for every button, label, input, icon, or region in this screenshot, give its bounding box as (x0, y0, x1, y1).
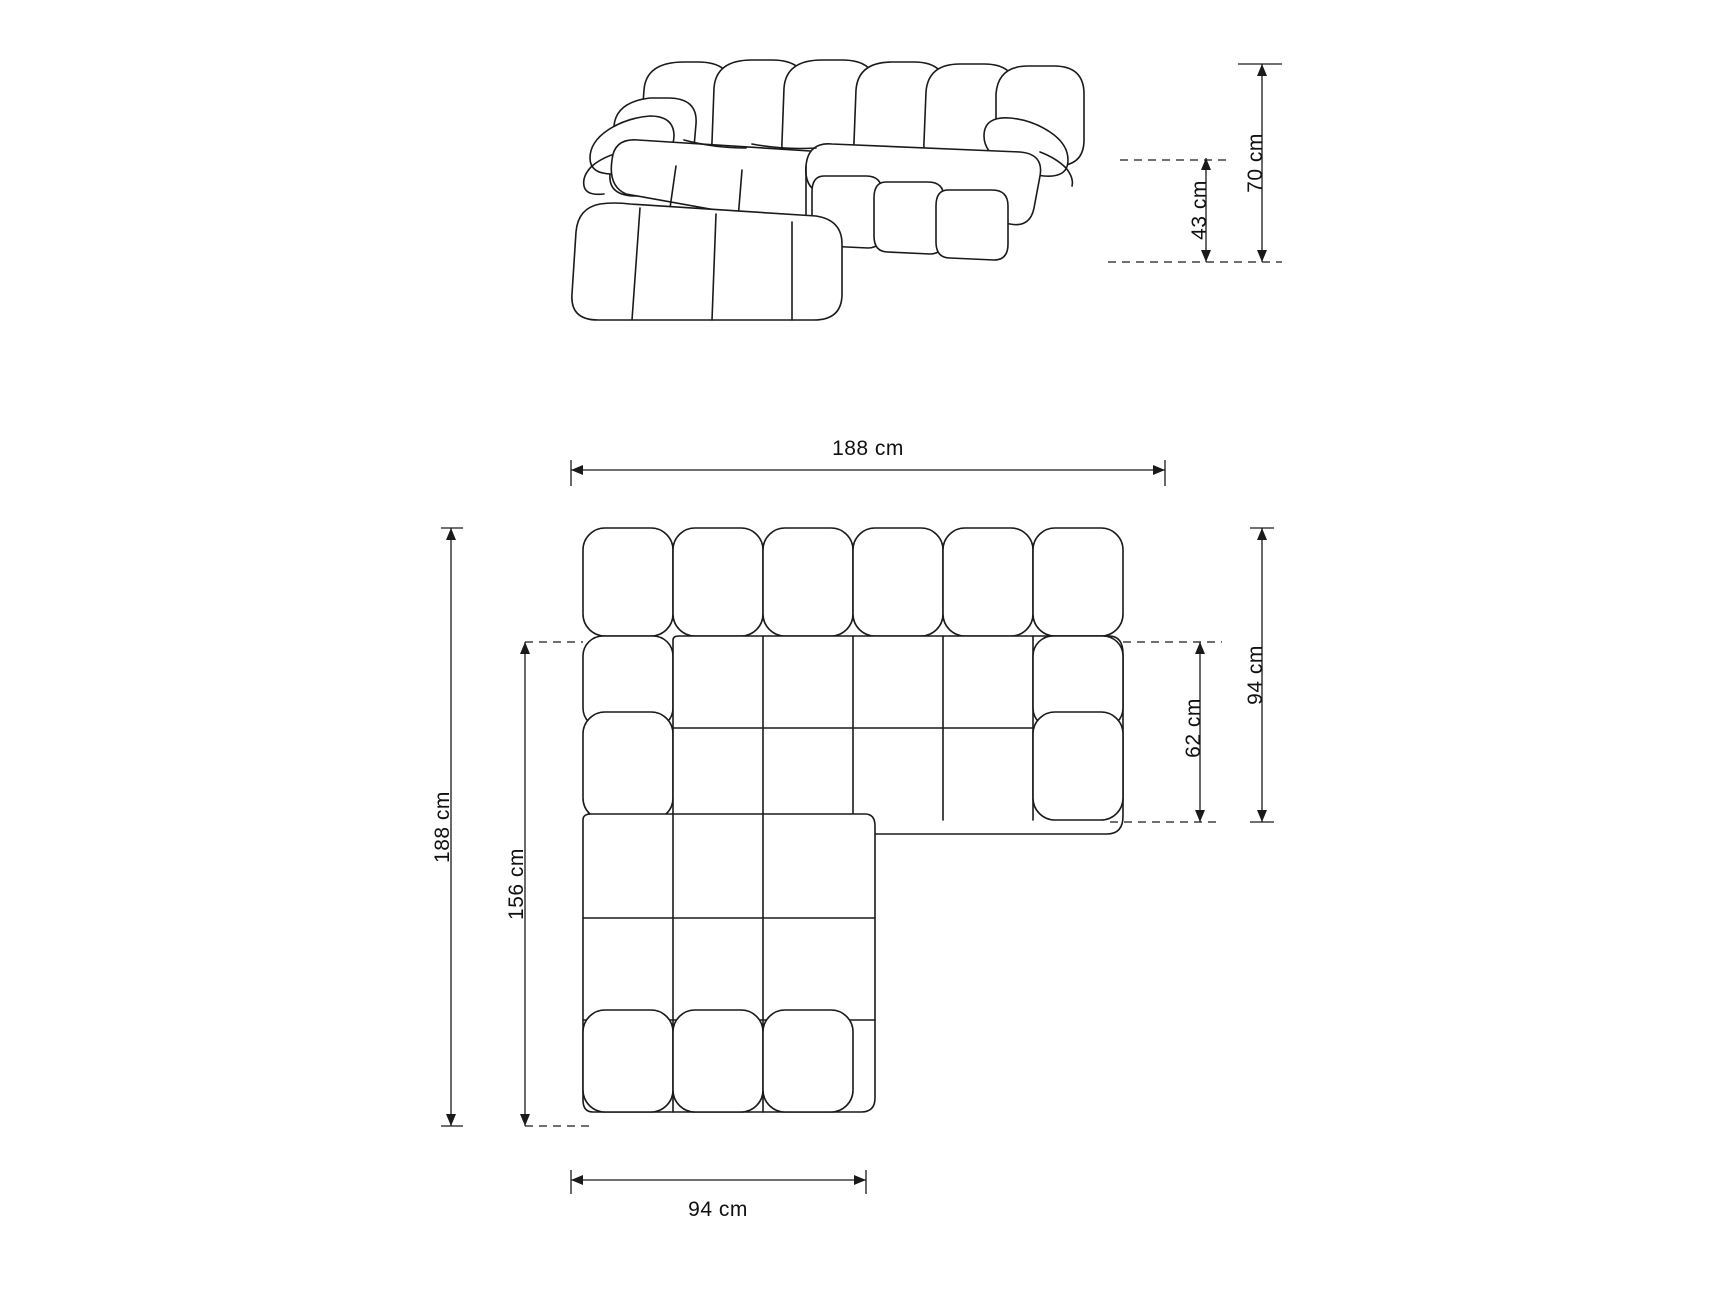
label-module-depth: 94 cm (1244, 645, 1267, 705)
chaise-block (583, 1010, 673, 1112)
backrest-block (763, 528, 853, 636)
top-view (583, 528, 1123, 1112)
label-width-total: 188 cm (832, 437, 904, 460)
label-height-total: 70 cm (1244, 133, 1267, 193)
chaise-module (572, 203, 842, 320)
seat-block (1033, 712, 1123, 820)
base-module-right (874, 182, 944, 254)
label-inner-length: 156 cm (505, 848, 528, 920)
backrest-block (583, 528, 673, 636)
label-depth-total: 188 cm (431, 791, 454, 863)
base-module-right (936, 190, 1008, 260)
label-seat-height: 43 cm (1188, 180, 1211, 240)
label-seat-depth: 62 cm (1182, 698, 1205, 758)
label-module-width: 94 cm (688, 1198, 748, 1221)
chaise-block (673, 1010, 763, 1112)
seat-block (583, 712, 673, 820)
perspective-view (572, 60, 1084, 320)
backrest-block (1033, 528, 1123, 636)
backrest-block (943, 528, 1033, 636)
backrest-block (853, 528, 943, 636)
backrest-block (673, 528, 763, 636)
chaise-block (763, 1010, 853, 1112)
